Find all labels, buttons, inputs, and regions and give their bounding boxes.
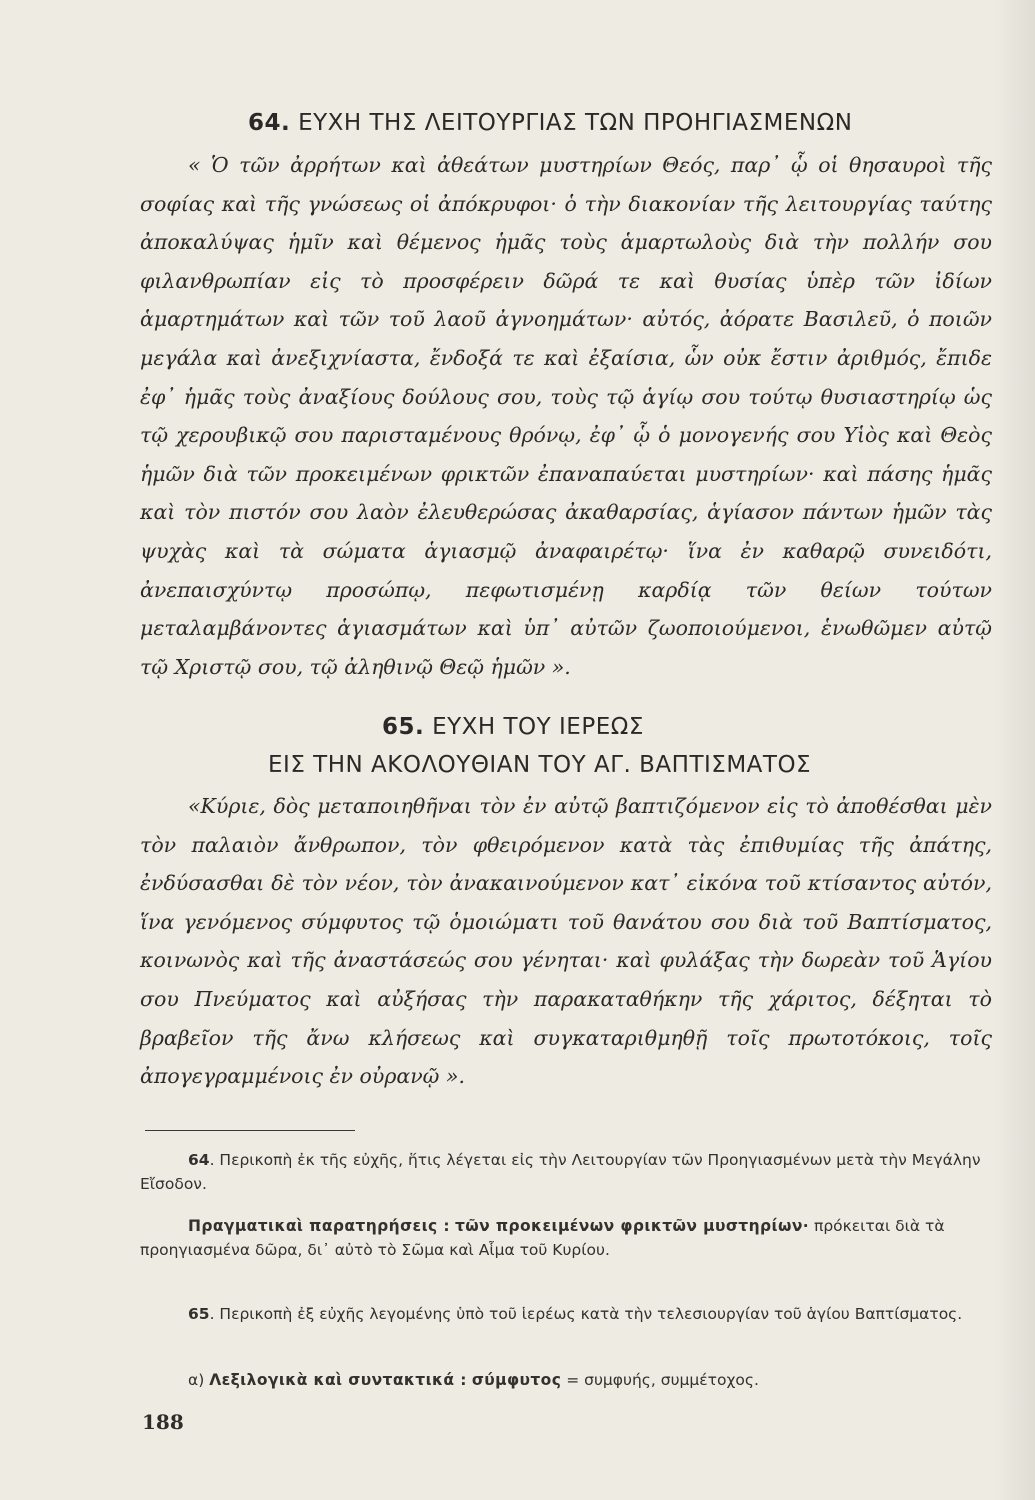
section-65-title-line2: ΕΙΣ ΤΗΝ ΑΚΟΛΟΥΘΙΑΝ ΤΟΥ ΑΓ. ΒΑΠΤΙΣΜΑΤΟΣ: [268, 752, 812, 778]
section-64-prayer-text: « Ὁ τῶν ἀρρήτων καὶ ἀθεάτων μυστηρίων Θεός, παρ᾽ ᾧ οἱ θησαυροὶ τῆς σοφίας καὶ τῆς γνώσεως οἱ ἀπόκρυφοι· ὁ τὴν διακονίαν τῆς λειτουργίας ταύτης ἀποκαλύψας ἡμῖν καὶ θέμενος ἡμᾶς τοὺς ἁμαρτωλοὺς διὰ τὴν πολλήν σου φιλανθρωπίαν εἰς τὸ προσφέρειν δῶρά τε καὶ θυσίας ὑπὲρ τῶν ἰδίων ἁμαρτημάτων καὶ τῶν τοῦ λαοῦ ἀγνοημάτων· αὐτός, ἀόρατε Βασιλεῦ, ὁ ποιῶν μεγάλα καὶ ἀνεξιχνίαστα, ἔνδοξά τε καὶ ἐξαίσια, ὧν οὐκ ἔστιν ἀριθμός, ἔπιδε ἐφ᾽ ἡμᾶς τοὺς ἀναξίους δούλους σου, τοὺς τῷ ἁγίῳ σου τούτῳ θυσιαστηρίῳ ὡς τῷ χερουβικῷ σου παρισταμένους θρόνῳ, ἐφ᾽ ᾧ ὁ μονογενής σου Υἱὸς καὶ Θεὸς ἡμῶν διὰ τῶν προκειμένων φρικτῶν ἐπαναπαύεται μυστηρίων· καὶ πάσης ἡμᾶς καὶ τὸν πιστόν σου λαὸν ἐλευθερώσας ἀκαθαρσίας, ἁγίασον πάντων ἡμῶν τὰς ψυχὰς καὶ τὰ σώματα ἁγιασμῷ ἀναφαιρέτῳ· ἵνα ἐν καθαρῷ συνειδότι, ἀνεπαισχύντῳ προσώπῳ, πεφωτισμένῃ καρδίᾳ τῶν θείων τούτων μεταλαμβάνοντες ἁγιασμάτων καὶ ὑπ᾽ αὐτῶν ζωοποιούμενοι, ἑνωθῶμεν αὐτῷ τῷ Χριστῷ σου, τῷ ἀληθινῷ Θεῷ ἡμῶν ».: [140, 153, 992, 679]
page-edge-shadow: [995, 0, 1035, 1500]
footnote-64-remarks: [140, 1214, 985, 1262]
section-65-number: 65.: [382, 714, 425, 740]
footnote-65-item-term: σύμφυτος: [471, 1371, 562, 1389]
section-64-heading: [248, 110, 852, 136]
footnote-65-number: 65: [188, 1305, 210, 1323]
footnote-65-item-text: = συμφυής, συμμέτοχος.: [561, 1371, 759, 1389]
footnote-64-text: . Περικοπὴ ἐκ τῆς εὐχῆς, ἥτις λέγεται εἰς τὴν Λειτουργίαν τῶν Προηγιασμένων μετὰ τὴν Μεγάλην Εἴσοδον.: [140, 1151, 981, 1193]
footnote-65: [140, 1302, 985, 1326]
footnote-64-remark-text: πρόκειται διὰ τὰ προηγιασμένα δῶρα, δι᾽ αὐτὸ τὸ Σῶμα καὶ Αἷμα τοῦ Κυρίου.: [140, 1217, 945, 1259]
section-64-title: ΕΥΧΗ ΤΗΣ ΛΕΙΤΟΥΡΓΙΑΣ ΤΩΝ ΠΡΟΗΓΙΑΣΜΕΝΩΝ: [298, 110, 853, 136]
footnote-64-remark-term: τῶν προκειμένων φρικτῶν μυστηρίων·: [454, 1217, 810, 1235]
footnote-64-remark-label: Πραγματικαὶ παρατηρήσεις :: [188, 1217, 450, 1235]
page-number: 188: [142, 1410, 184, 1434]
section-65-heading: [382, 714, 644, 740]
footnote-65-text: . Περικοπὴ ἐξ εὐχῆς λεγομένης ὑπὸ τοῦ ἱερέως κατὰ τὴν τελεσιουργίαν τοῦ ἁγίου Βαπτίσματος.: [209, 1305, 963, 1323]
section-65-prayer-text: «Κύριε, δὸς μεταποιηθῆναι τὸν ἐν αὐτῷ βαπτιζόμενον εἰς τὸ ἀποθέσθαι μὲν τὸν παλαιὸν ἄνθρωπον, τὸν φθειρόμενον κατὰ τὰς ἐπιθυμίας τῆς ἀπάτης, ἐνδύσασθαι δὲ τὸν νέον, τὸν ἀνακαινούμενον κατ᾽ εἰκόνα τοῦ κτίσαντος αὐτόν, ἵνα γενόμενος σύμφυτος τῷ ὁμοιώματι τοῦ θανάτου σου διὰ τοῦ Βαπτίσματος, κοινωνὸς καὶ τῆς ἀναστάσεώς σου γένηται· καὶ φυλάξας τὴν δωρεὰν τοῦ Ἁγίου σου Πνεύματος καὶ αὐξήσας τὴν παρακαταθήκην τῆς χάριτος, δέξηται τὸ βραβεῖον τῆς ἄνω κλήσεως καὶ συγκαταριθμηθῇ τοῖς πρωτοτόκοις, τοῖς ἀπογεγραμμένοις ἐν οὐρανῷ ».: [140, 794, 992, 1089]
section-65-title-line1: ΕΥΧΗ ΤΟΥ ΙΕΡΕΩΣ: [432, 714, 644, 740]
footnote-64-number: 64: [188, 1151, 210, 1169]
footnote-separator: [145, 1130, 355, 1131]
footnote-64: [140, 1148, 985, 1196]
section-65-subheading: [268, 752, 811, 778]
footnote-65-item-marker: α): [188, 1371, 205, 1389]
section-64-number: 64.: [248, 110, 291, 136]
footnote-65-lexical: [140, 1368, 985, 1392]
footnote-65-item-label: Λεξιλογικὰ καὶ συντακτικά :: [209, 1371, 467, 1389]
